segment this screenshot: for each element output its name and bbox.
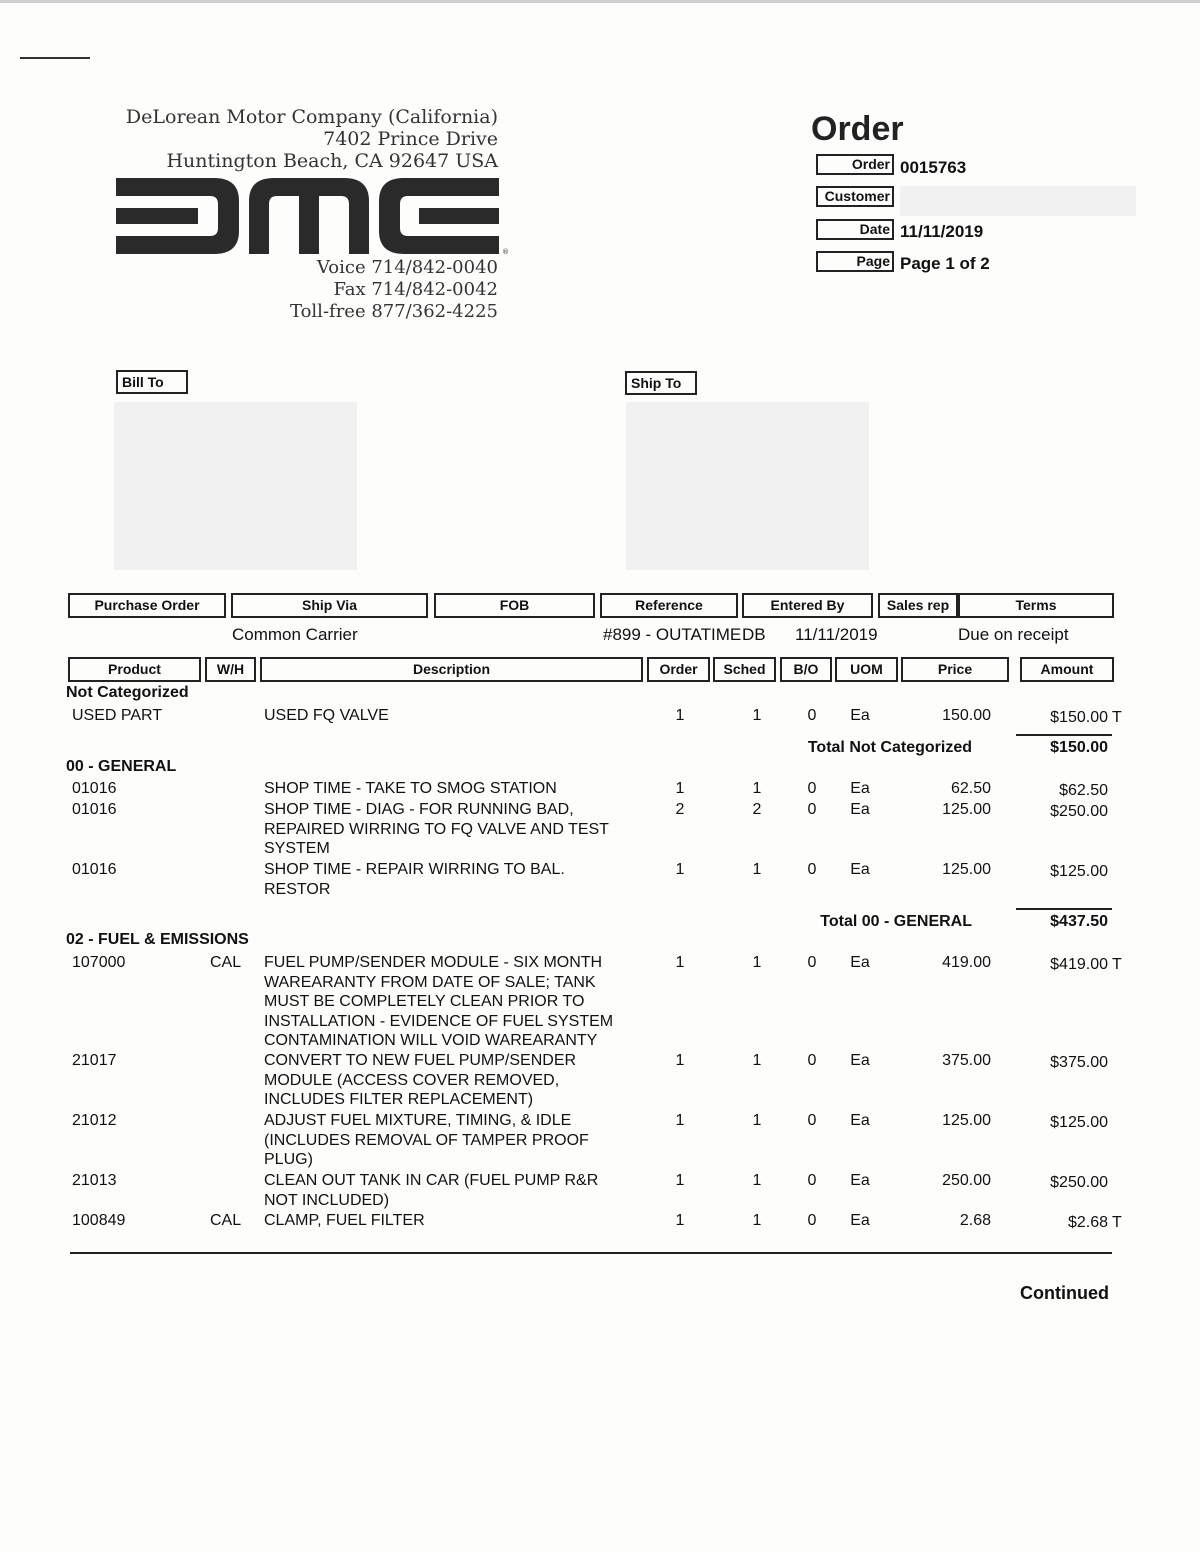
item-price: 62.50 (950, 780, 991, 797)
col-amount: Amount (1020, 657, 1114, 682)
item-wh: CAL (210, 954, 242, 971)
item-bo-qty: 0 (807, 954, 817, 971)
item-sched-qty: 1 (752, 1052, 762, 1069)
item-price: 125.00 (942, 801, 991, 818)
item-product: 21012 (72, 1112, 117, 1129)
col-price: Price (901, 657, 1009, 682)
item-uom: Ea (850, 707, 870, 724)
reference-header: Reference (600, 593, 738, 618)
item-sched-qty: 1 (752, 707, 762, 724)
order-date: 11/11/2019 (900, 222, 984, 241)
item-uom: Ea (850, 1172, 870, 1189)
item-order-qty: 1 (675, 780, 685, 797)
dmc-logo (114, 176, 509, 256)
item-amount: $125.00 (1050, 863, 1108, 880)
item-description: FUEL PUMP/SENDER MODULE - SIX MONTH WAREARANTY FROM DATE OF SALE; TANK MUST BE COMPLETELY CLEAN PRIOR TO INSTALLATION - EVIDENCE OF FUEL SYSTEM CONTAMINATION WILL VOID WAREARANTY (264, 954, 614, 1049)
customer-label: Customer (816, 186, 894, 207)
item-uom: Ea (850, 1212, 870, 1229)
item-tax-flag: T (1112, 709, 1122, 726)
item-uom: Ea (850, 1052, 870, 1069)
ship-via-header: Ship Via (231, 593, 428, 618)
entered-by-value: DB (742, 625, 766, 644)
item-bo-qty: 0 (807, 1052, 817, 1069)
col-product: Product (68, 657, 201, 682)
item-product: 107000 (72, 954, 126, 971)
item-uom: Ea (850, 954, 870, 971)
item-sched-qty: 1 (752, 1112, 762, 1129)
sales-rep-header: Sales rep (878, 593, 958, 618)
item-uom: Ea (850, 780, 870, 797)
section-total-value: $150.00 (1050, 739, 1108, 756)
ship-to-redacted (626, 402, 869, 570)
item-order-qty: 1 (675, 954, 685, 971)
ship-to-label: Ship To (625, 371, 697, 395)
fob-header: FOB (434, 593, 595, 618)
company-voice: Voice 714/842-0040 (316, 257, 498, 278)
item-description: USED FQ VALVE (264, 707, 389, 724)
item-price: 150.00 (942, 707, 991, 724)
item-description: CONVERT TO NEW FUEL PUMP/SENDER MODULE (ACCESS COVER REMOVED, INCLUDES FILTER REPLACEMENT) (264, 1052, 577, 1108)
item-tax-flag: T (1112, 1214, 1122, 1231)
item-description: ADJUST FUEL MIXTURE, TIMING, & IDLE (INCLUDES REMOVAL OF TAMPER PROOF PLUG) (264, 1112, 589, 1168)
customer-redacted (900, 186, 1136, 216)
col-uom: UOM (835, 657, 898, 682)
item-description: CLEAN OUT TANK IN CAR (FUEL PUMP R&R NOT INCLUDED) (264, 1172, 599, 1209)
col-description: Description (260, 657, 643, 682)
ship-via-value: Common Carrier (232, 625, 358, 644)
section-title: Not Categorized (66, 684, 189, 701)
item-bo-qty: 0 (807, 801, 817, 818)
item-amount: $150.00 (1050, 709, 1108, 726)
section-total-label: Total 00 - GENERAL (820, 913, 972, 930)
col-bo: B/O (780, 657, 832, 682)
item-amount: $62.50 (1059, 782, 1108, 799)
item-order-qty: 1 (675, 1112, 685, 1129)
item-price: 419.00 (942, 954, 991, 971)
company-tollfree: Toll-free 877/362-4225 (289, 301, 498, 322)
item-tax-flag: T (1112, 956, 1122, 973)
section-title: 02 - FUEL & EMISSIONS (66, 931, 249, 948)
item-amount: $375.00 (1050, 1054, 1108, 1071)
item-uom: Ea (850, 1112, 870, 1129)
terms-header: Terms (958, 593, 1114, 618)
section-title: 00 - GENERAL (66, 758, 177, 775)
item-description: SHOP TIME - TAKE TO SMOG STATION (264, 780, 557, 797)
item-uom: Ea (850, 801, 870, 818)
item-sched-qty: 1 (752, 1212, 762, 1229)
scan-edge (0, 0, 1200, 3)
item-order-qty: 1 (675, 707, 685, 724)
item-bo-qty: 0 (807, 780, 817, 797)
item-price: 125.00 (942, 1112, 991, 1129)
item-product: 100849 (72, 1212, 126, 1229)
item-sched-qty: 1 (752, 861, 762, 878)
bill-to-label: Bill To (116, 370, 188, 394)
item-price: 375.00 (942, 1052, 991, 1069)
item-order-qty: 1 (675, 1052, 685, 1069)
col-sched: Sched (713, 657, 776, 682)
entered-by-header: Entered By (742, 593, 873, 618)
page-label: Page (816, 251, 894, 272)
item-product: 21017 (72, 1052, 117, 1069)
item-wh: CAL (210, 1212, 242, 1229)
item-price: 250.00 (942, 1172, 991, 1189)
document-title: Order (811, 110, 904, 148)
item-bo-qty: 0 (807, 861, 817, 878)
continued-label: Continued (1020, 1283, 1109, 1303)
total-rule (1016, 734, 1112, 736)
page-bottom-rule (70, 1252, 1112, 1254)
col-wh: W/H (205, 657, 256, 682)
item-product: 21013 (72, 1172, 117, 1189)
item-amount: $250.00 (1050, 803, 1108, 820)
company-city: Huntington Beach, CA 92647 USA (166, 150, 498, 172)
item-amount: $419.00 (1050, 956, 1108, 973)
col-order: Order (647, 657, 710, 682)
item-description: SHOP TIME - DIAG - FOR RUNNING BAD, REPAIRED WIRRING TO FQ VALVE AND TEST SYSTEM (264, 801, 609, 857)
svg-text:®: ® (502, 248, 509, 256)
item-product: 01016 (72, 780, 117, 797)
item-order-qty: 1 (675, 861, 685, 878)
item-sched-qty: 1 (752, 1172, 762, 1189)
section-total-value: $437.50 (1050, 913, 1108, 930)
pen-mark (20, 57, 90, 59)
item-sched-qty: 2 (752, 801, 762, 818)
company-fax: Fax 714/842-0042 (333, 279, 498, 300)
total-rule (1016, 908, 1112, 910)
section-total-label: Total Not Categorized (807, 739, 972, 756)
order-number: 0015763 (900, 158, 967, 177)
item-product: 01016 (72, 801, 117, 818)
page-number: Page 1 of 2 (900, 254, 990, 273)
item-order-qty: 1 (675, 1172, 685, 1189)
company-street: 7402 Prince Drive (323, 128, 498, 150)
purchase-order-header: Purchase Order (68, 593, 226, 618)
item-sched-qty: 1 (752, 780, 762, 797)
reference-value: #899 - OUTATIME (603, 625, 742, 644)
entered-date-value: 11/11/2019 (795, 625, 878, 644)
item-amount: $250.00 (1050, 1174, 1108, 1191)
item-amount: $2.68 (1067, 1214, 1108, 1231)
bill-to-redacted (114, 402, 357, 570)
item-product: 01016 (72, 861, 117, 878)
item-amount: $125.00 (1050, 1114, 1108, 1131)
item-bo-qty: 0 (807, 1212, 817, 1229)
company-name: DeLorean Motor Company (California) (125, 106, 498, 128)
item-order-qty: 1 (675, 1212, 685, 1229)
item-description: SHOP TIME - REPAIR WIRRING TO BAL. RESTOR (264, 861, 565, 898)
order-label: Order (816, 154, 894, 175)
item-bo-qty: 0 (807, 1172, 817, 1189)
item-uom: Ea (850, 861, 870, 878)
item-price: 2.68 (959, 1212, 991, 1229)
terms-value: Due on receipt (958, 625, 1069, 644)
item-price: 125.00 (942, 861, 991, 878)
item-description: CLAMP, FUEL FILTER (264, 1212, 425, 1229)
date-label: Date (816, 219, 894, 240)
item-product: USED PART (72, 707, 163, 724)
item-bo-qty: 0 (807, 1112, 817, 1129)
item-order-qty: 2 (675, 801, 685, 818)
item-bo-qty: 0 (807, 707, 817, 724)
item-sched-qty: 1 (752, 954, 762, 971)
